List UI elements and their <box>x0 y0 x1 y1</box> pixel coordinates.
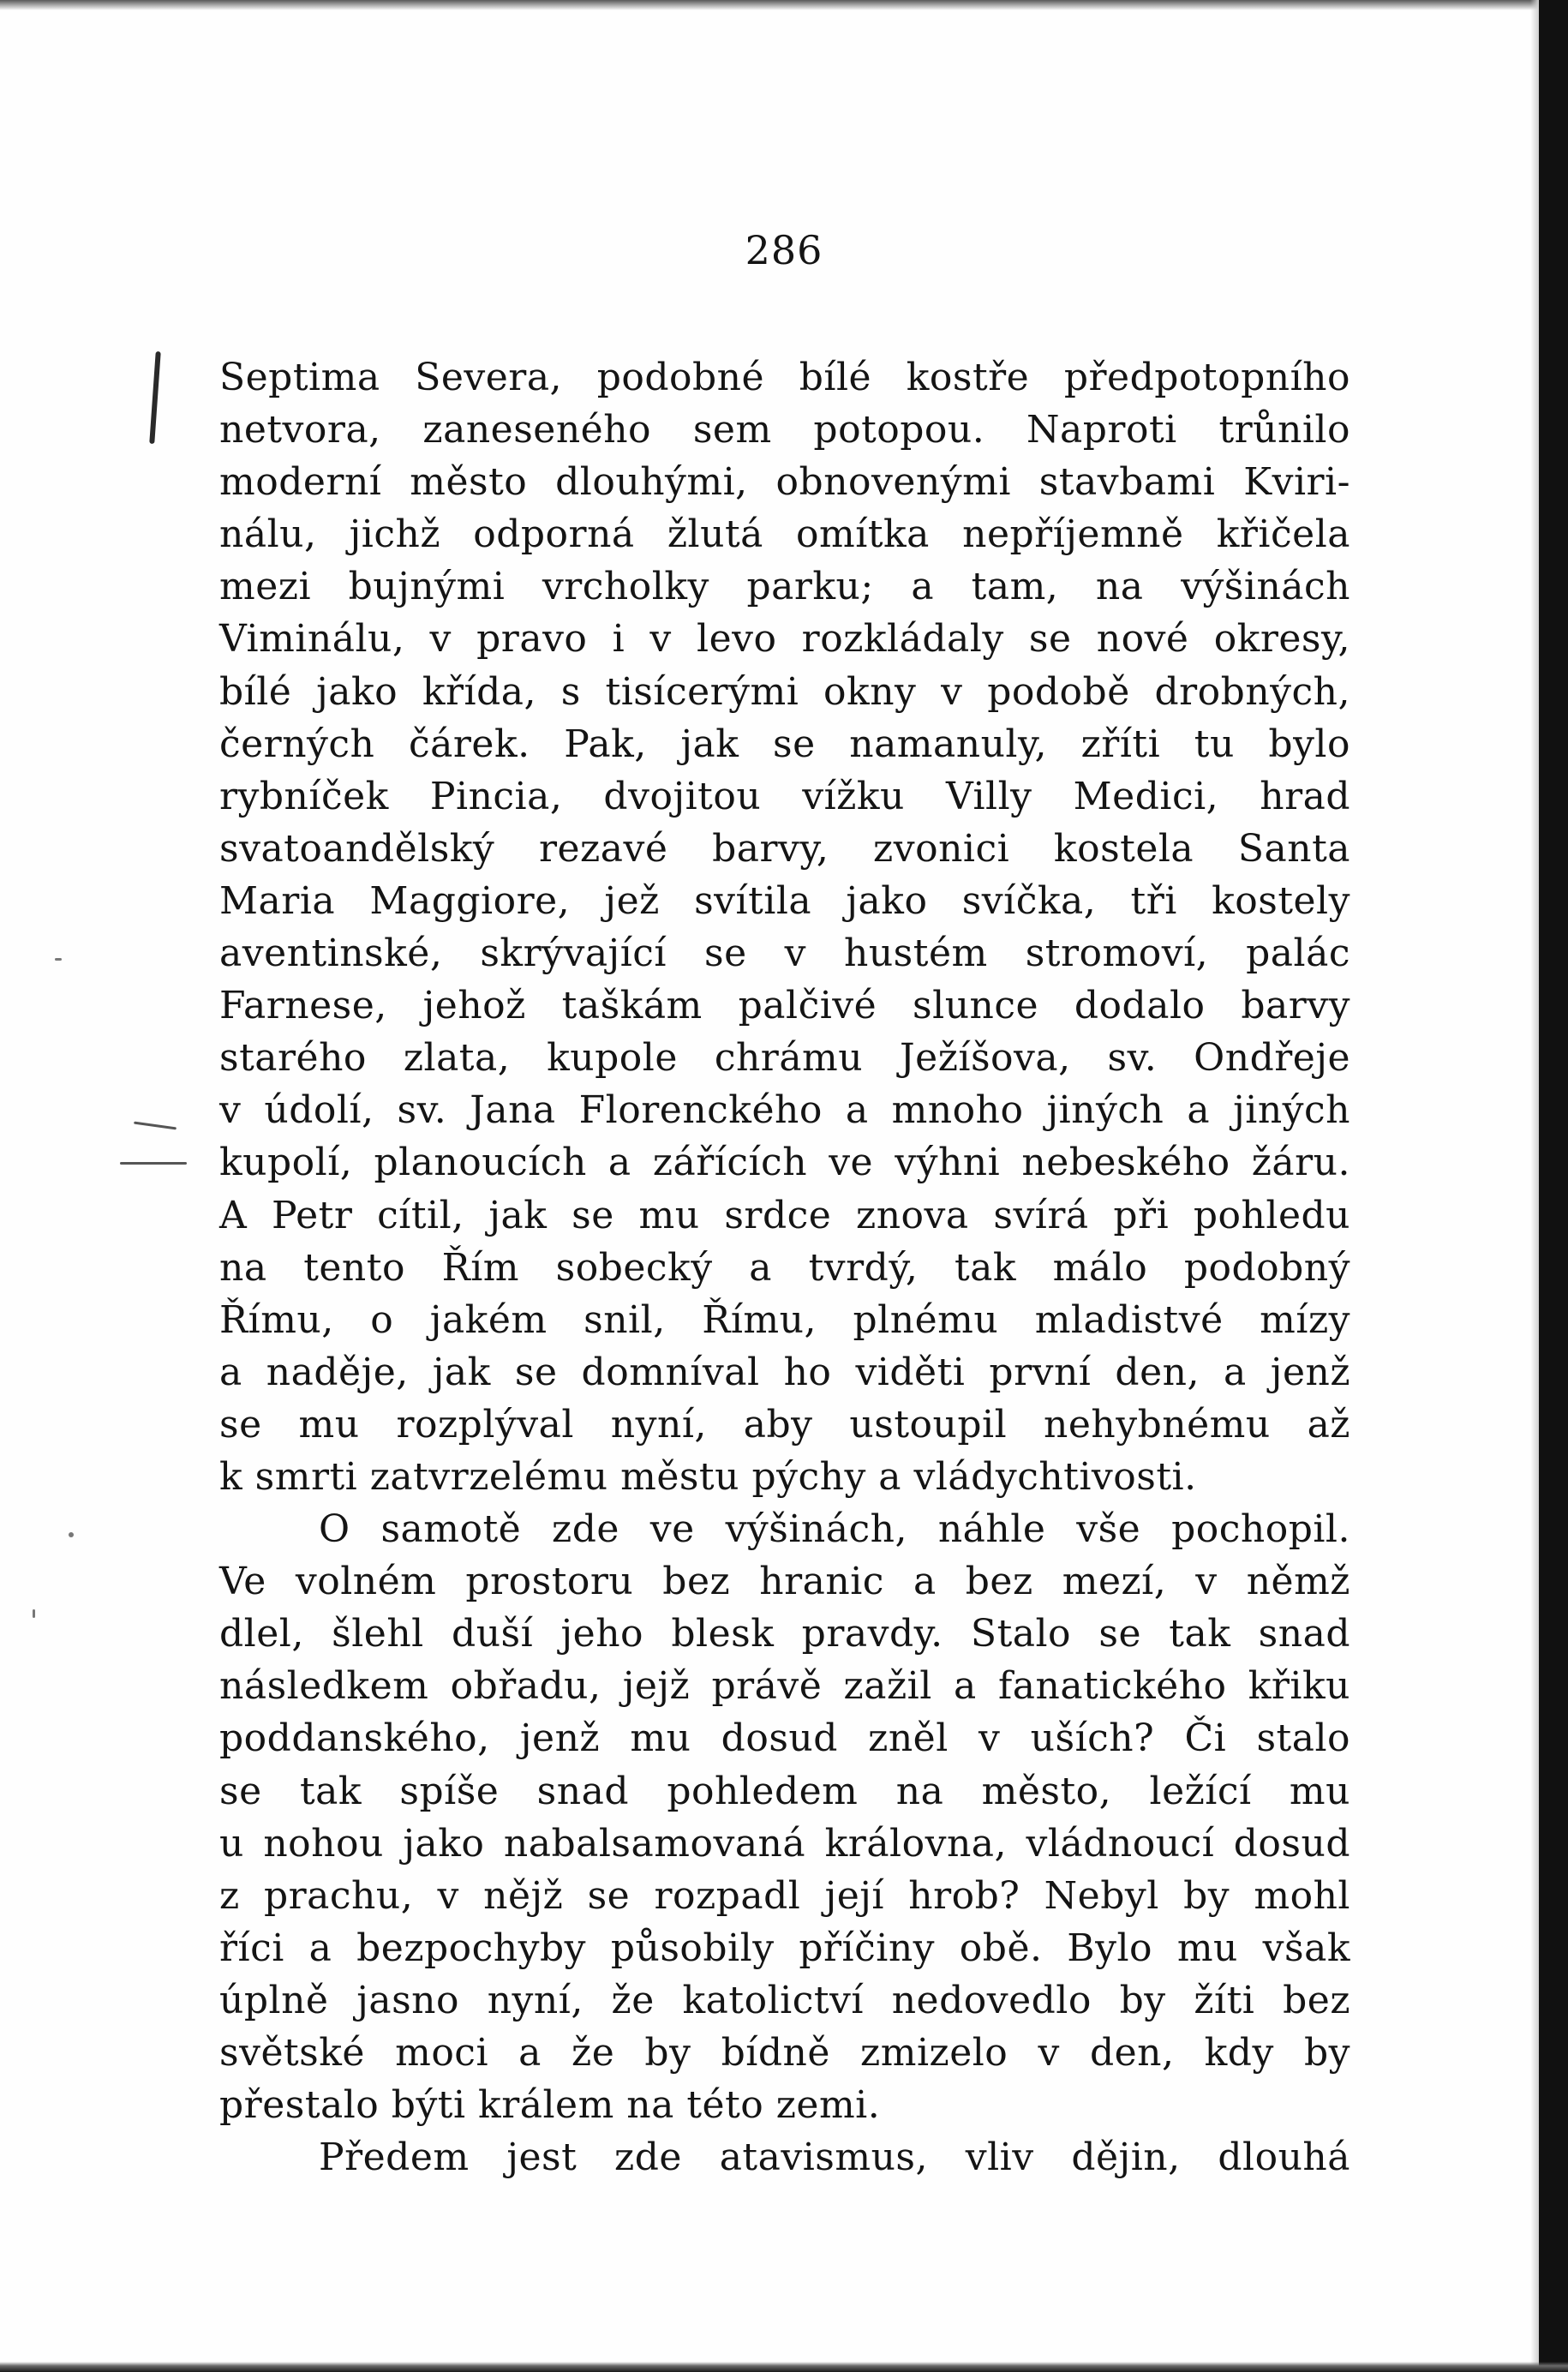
text-line: následkem obřadu, jejž právě zažil a fanatického křiku <box>219 1664 1350 1709</box>
text-line: Ve volném prostoru bez hranic a bez mezí, v němž <box>219 1560 1350 1604</box>
paragraph-end-line: přestalo býti králem na této zemi. <box>219 2083 881 2128</box>
text-line: říci a bezpochyby působily příčiny obě. Bylo mu však <box>219 1926 1350 1970</box>
text-line: moderní město dlouhými, obnovenými stavbami Kviri- <box>219 460 1350 505</box>
text-line: Viminálu, v pravo i v levo rozkládaly se nové okresy, <box>219 617 1350 662</box>
text-line: mezi bujnými vrcholky parku; a tam, na výšinách <box>219 565 1350 609</box>
text-line: Maria Maggiore, jež svítila jako svíčka, tři kostely <box>219 878 1350 923</box>
paragraph-end-line: k smrti zatvrzelému městu pýchy a vládychtivosti. <box>219 1454 1197 1499</box>
text-line: bílé jako křída, s tisícerými okny v podobě drobných, <box>219 669 1350 714</box>
text-line: dlel, šlehl duší jeho blesk pravdy. Stalo se tak snad <box>219 1612 1350 1656</box>
text-line: v údolí, sv. Jana Florenckého a mnoho jiných a jiných <box>219 1088 1350 1133</box>
text-line: starého zlata, kupole chrámu Ježíšova, sv. Ondřeje <box>219 1036 1350 1081</box>
text-line: a naděje, jak se domníval ho viděti první den, a jenž <box>219 1350 1350 1394</box>
text-line: kupolí, planoucích a zářících ve výhni nebeského žáru. <box>219 1141 1350 1185</box>
scan-edge-right <box>1539 0 1568 2372</box>
scan-edge-top <box>0 0 1542 10</box>
paragraph-start-line: Předem jest zde atavismus, vliv dějin, dlouhá <box>319 2135 1350 2180</box>
text-line: světské moci a že by bídně zmizelo v den, kdy by <box>219 2031 1350 2075</box>
paper-speck <box>55 958 62 961</box>
text-line: aventinské, skrývající se v hustém stromoví, palác <box>219 931 1350 976</box>
margin-pencil-mark <box>149 351 161 444</box>
paper-speck <box>33 1609 35 1618</box>
scan-edge-shadow <box>1530 0 1539 2372</box>
text-line: černých čárek. Pak, jak se namanuly, zříti tu bylo <box>219 722 1350 766</box>
text-line: se mu rozplýval nyní, aby ustoupil nehybnému až <box>219 1402 1350 1447</box>
text-line: Římu, o jakém snil, Římu, plnému mladistvé mízy <box>219 1297 1350 1342</box>
margin-dash-mark <box>134 1122 177 1130</box>
text-line: Farnese, jehož taškám palčivé slunce dodalo barvy <box>219 984 1350 1028</box>
text-line: nálu, jichž odporná žlutá omítka nepříjemně křičela <box>219 512 1350 557</box>
text-line: úplně jasno nyní, že katolictví nedovedlo by žíti bez <box>219 1978 1350 2022</box>
scan-edge-bottom <box>0 2362 1568 2372</box>
text-line: u nohou jako nabalsamovaná královna, vládnoucí dosud <box>219 1821 1350 1866</box>
margin-dash-mark <box>120 1162 187 1165</box>
text-line: Septima Severa, podobné bílé kostře předpotopního <box>219 356 1350 399</box>
body-text <box>219 351 1350 2183</box>
text-line: se tak spíše snad pohledem na město, ležící mu <box>219 1769 1350 1813</box>
text-line: rybníček Pincia, dvojitou vížku Villy Medici, hrad <box>219 774 1350 818</box>
text-line: na tento Řím sobecký a tvrdý, tak málo podobný <box>219 1245 1350 1290</box>
paper-speck <box>69 1532 74 1537</box>
text-line: svatoandělský rezavé barvy, zvonici kostela Santa <box>219 826 1350 871</box>
text-line: A Petr cítil, jak se mu srdce znova svírá při pohledu <box>219 1193 1350 1237</box>
page-number: 286 <box>745 227 823 273</box>
text-line: poddanského, jenž mu dosud zněl v uších? Či stalo <box>219 1716 1350 1761</box>
text-line: netvora, zaneseného sem potopou. Naproti trůnilo <box>219 408 1350 452</box>
text-line: z prachu, v nějž se rozpadl její hrob? Nebyl by mohl <box>219 1873 1350 1918</box>
paragraph-start-line: O samotě zde ve výšinách, náhle vše pochopil. <box>319 1507 1350 1552</box>
